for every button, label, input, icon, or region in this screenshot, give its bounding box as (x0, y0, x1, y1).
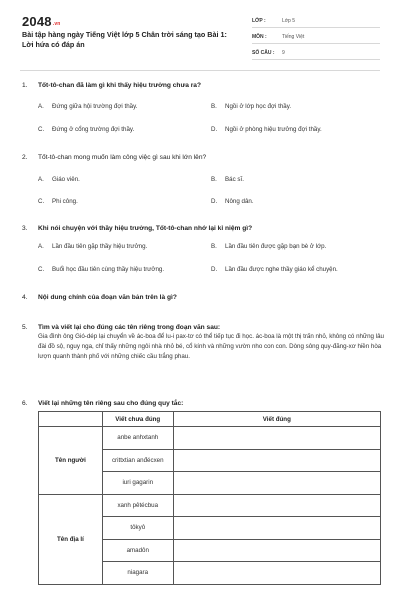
option-c[interactable]: C. Buổi học đầu tiên cùng thầy hiệu trưởng. (38, 266, 165, 273)
question-5-paragraph: Gia đình ông Gió-dép lại chuyển về ác-boa để lu-i pax-tơ có thể tiếp tục đi học. ác-boa là một thị trấn nhỏ, không có những lâu đài đồ sộ, nguy nga, chỉ thấy những ngôi nhà nhỏ bé, cổ kính và những vườn nho con con. Dòng sông quy-đăng-xơ hiền hòa lượn quanh thành phố với những chiếc cầu trắng phau. (38, 333, 384, 360)
option-a[interactable]: A. Lần đầu tiên gặp thầy hiệu trưởng. (38, 243, 148, 250)
answer-cell[interactable] (173, 472, 380, 495)
option-c[interactable]: C. Đứng ở cổng trường đợi thầy. (38, 126, 135, 133)
question-stem: Tốt-tô-chan mong muốn làm công việc gì sau khi lớn lên? (38, 154, 207, 161)
meta-question-count: SỐ CÂU : 9 (252, 46, 380, 60)
option-b[interactable]: B. Bác sĩ. (211, 176, 244, 183)
table-row (39, 494, 381, 517)
group-label-place: Tên địa lí (39, 494, 103, 584)
table-row (39, 427, 381, 450)
answer-cell[interactable] (173, 539, 380, 562)
header-divider (20, 70, 380, 71)
question-stem: Tốt-tô-chan đã làm gì khi thấy hiệu trưởng chưa ra? (38, 82, 201, 89)
answer-cell[interactable] (173, 562, 380, 585)
answer-cell[interactable] (173, 449, 380, 472)
answer-cell[interactable] (173, 517, 380, 540)
question-stem: Viết lại những tên riêng sau cho đúng quy tắc: (38, 400, 184, 407)
table-header-row (39, 412, 381, 427)
proper-names-table (38, 411, 381, 585)
answer-cell[interactable] (173, 494, 380, 517)
option-c[interactable]: C. Phi công. (38, 198, 78, 205)
table-header-cell: Viết chưa đúng (102, 412, 173, 427)
option-a[interactable]: A. Đứng giữa hội trường đợi thầy. (38, 103, 138, 110)
option-d[interactable]: D. Nông dân. (211, 198, 254, 205)
table-header-cell (39, 412, 103, 427)
table-header-cell: Viết đúng (173, 412, 380, 427)
incorrect-name-cell: niagara (102, 562, 173, 585)
question-stem: Nội dung chính của đoạn văn bản trên là gì? (38, 294, 177, 301)
incorrect-name-cell: amadôn (102, 539, 173, 562)
option-a[interactable]: A. Giáo viên. (38, 176, 80, 183)
incorrect-name-cell: tôkyô (102, 517, 173, 540)
group-label-person: Tên người (39, 427, 103, 495)
page-header (0, 0, 400, 62)
option-d[interactable]: D. Ngồi ở phòng hiệu trưởng đợi thầy. (211, 126, 322, 133)
document-title: Bài tập hàng ngày Tiếng Việt lớp 5 Chân trời sáng tạo Bài 1: Lời hứa có đáp án (22, 30, 227, 49)
incorrect-name-cell: crittxtian anđécxen (102, 449, 173, 472)
option-d[interactable]: D. Lần đầu được nghe thầy giáo kể chuyện. (211, 266, 338, 273)
meta-grade: LỚP : Lớp 5 (252, 14, 380, 28)
incorrect-name-cell: iuri gagarin (102, 472, 173, 495)
meta-subject: MÔN : Tiếng Việt (252, 30, 380, 44)
answer-cell[interactable] (173, 427, 380, 450)
incorrect-name-cell: anbe anhxtanh (102, 427, 173, 450)
option-b[interactable]: B. Ngồi ở lớp học đợi thầy. (211, 103, 292, 110)
question-stem: Khi nói chuyện với thầy hiệu trưởng, Tốt-tô-chan nhớ lại kỉ niệm gì? (38, 225, 253, 232)
question-stem: Tìm và viết lại cho đúng các tên riêng trong đoạn văn sau: (38, 324, 221, 331)
option-b[interactable]: B. Lần đầu tiên được gặp bạn bè ở lớp. (211, 243, 327, 250)
meta-info (252, 14, 380, 62)
site-logo[interactable]: 2048.vn (22, 14, 61, 29)
incorrect-name-cell: xanh pêtécbua (102, 494, 173, 517)
